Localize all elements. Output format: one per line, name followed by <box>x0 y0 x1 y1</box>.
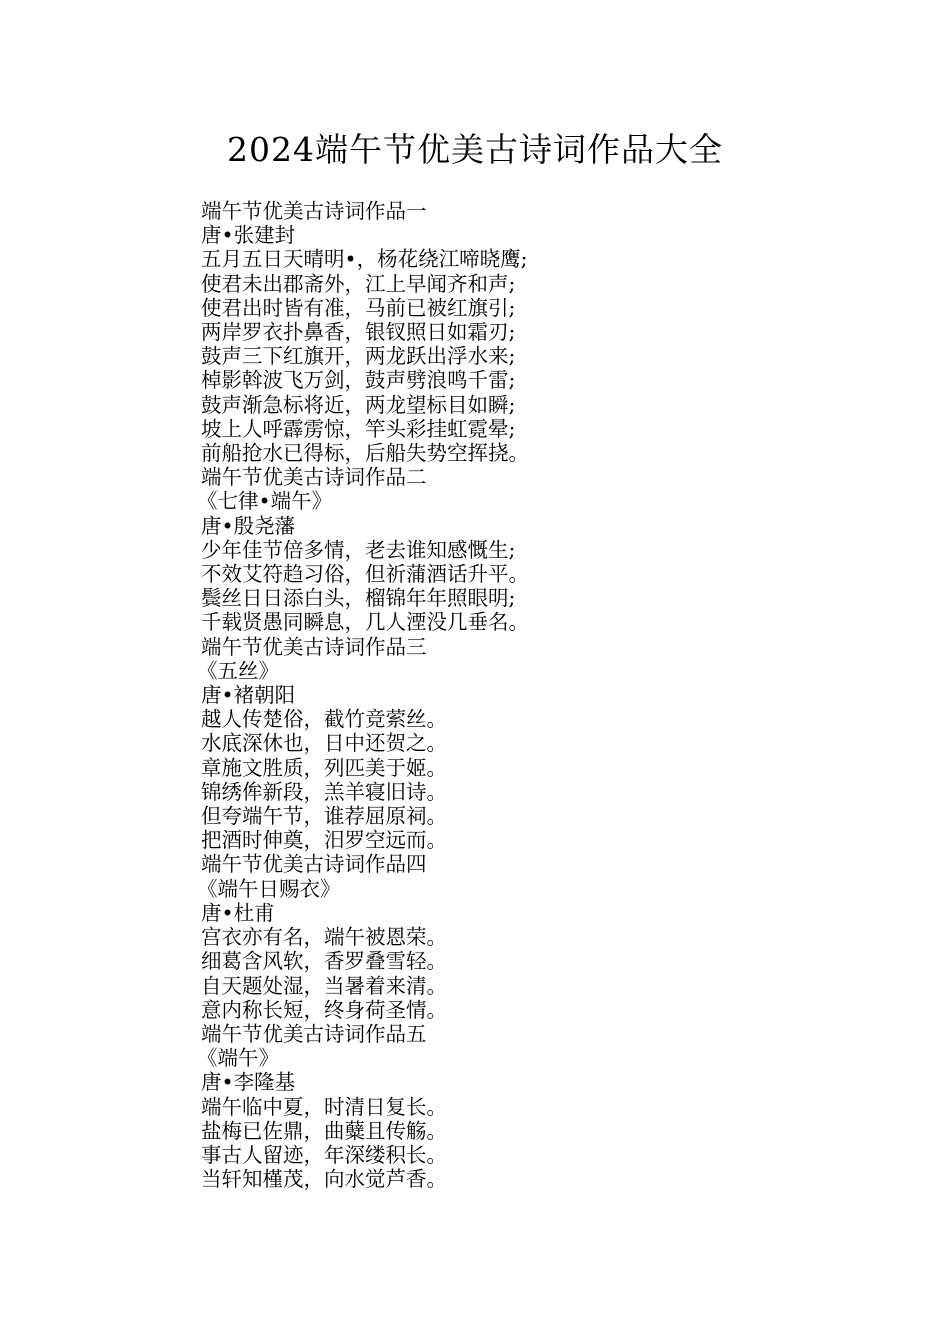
poem-author: 唐•殷尧藩 <box>201 513 296 538</box>
poem-title: 《端午》 <box>197 1046 279 1071</box>
poem-line: 盐梅已佐鼎，曲糵且传觞。 <box>201 1118 447 1143</box>
poem-line: 不效艾符趋习俗，但祈蒲酒话升平。 <box>201 562 529 587</box>
poem-line: 意内称长短，终身荷圣情。 <box>201 997 447 1022</box>
poem-line: 水底深休也，日中还贺之。 <box>201 731 447 756</box>
section-heading: 端午节优美古诗词作品三 <box>201 634 427 659</box>
poem-line: 宫衣亦有名，端午被恩荣。 <box>201 925 447 950</box>
poem-title: 《七律•端午》 <box>197 489 333 514</box>
poem-line: 少年佳节倍多情，老去谁知感慨生; <box>201 537 516 562</box>
poem-title: 《五丝》 <box>197 658 279 683</box>
poem-author: 唐•褚朝阳 <box>201 683 296 708</box>
poem-line: 鼓声渐急标将近，两龙望标目如瞬; <box>201 392 516 417</box>
section-heading: 端午节优美古诗词作品一 <box>201 199 427 223</box>
section-heading: 端午节优美古诗词作品二 <box>201 465 427 490</box>
poem-line: 鬓丝日日添白头，榴锦年年照眼明; <box>201 586 516 611</box>
poem-line: 前船抢水已得标，后船失势空挥挠。 <box>201 441 529 466</box>
poem-author: 唐•杜甫 <box>201 900 275 925</box>
poem-line: 五月五日天晴明•，杨花绕江啼晓鹰; <box>201 247 528 272</box>
poem-line: 千载贤愚同瞬息，几人湮没几垂名。 <box>201 610 529 635</box>
poem-line: 锦绣侔新段，羔羊寝旧诗。 <box>201 779 447 804</box>
poem-line: 使君出时皆有准，马前已被红旗引; <box>201 295 516 320</box>
poem-line: 两岸罗衣扑鼻香，银钗照日如霜刃; <box>201 320 516 345</box>
document-body <box>197 199 801 1192</box>
poem-line: 越人传楚俗，截竹竞萦丝。 <box>201 707 447 732</box>
poem-title: 《端午日赐衣》 <box>197 876 341 901</box>
poem-line: 棹影斡波飞万剑，鼓声劈浪鸣千雷; <box>201 368 516 393</box>
poem-line: 但夸端午节，谁荐屈原祠。 <box>201 804 447 829</box>
poem-line: 使君未出郡斋外，江上早闻齐和声; <box>201 271 516 296</box>
poem-line: 事古人留迹，年深缕积长。 <box>201 1142 447 1167</box>
poem-line: 自天题处湿，当暑着来清。 <box>201 973 447 998</box>
poem-line: 当轩知槿茂，向水觉芦香。 <box>201 1167 447 1192</box>
section-heading: 端午节优美古诗词作品五 <box>201 1021 427 1046</box>
poem-line: 鼓声三下红旗开，两龙跃出浮水来; <box>201 344 516 369</box>
poem-line: 细葛含风软，香罗叠雪轻。 <box>201 949 447 974</box>
poem-line: 端午临中夏，时清日复长。 <box>201 1094 447 1119</box>
poem-author: 唐•李隆基 <box>201 1070 296 1095</box>
poem-author: 唐•张建封 <box>201 223 296 248</box>
document-title: 2024端午节优美古诗词作品大全 <box>227 130 723 169</box>
poem-line: 坡上人呼霹雳惊，竿头彩挂虹霓晕; <box>201 416 516 441</box>
poem-line: 把酒时伸奠，汨罗空远而。 <box>201 828 447 853</box>
section-heading: 端午节优美古诗词作品四 <box>201 852 427 877</box>
poem-line: 章施文胜质，列匹美于姬。 <box>201 755 447 780</box>
